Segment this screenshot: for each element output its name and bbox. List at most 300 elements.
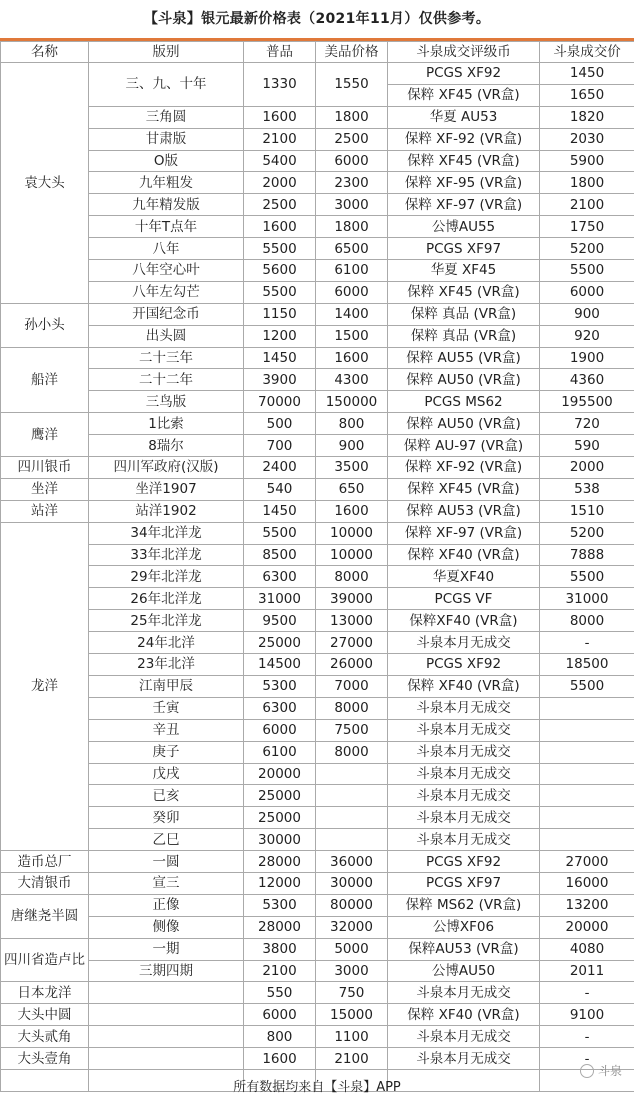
common-price: 6300: [244, 697, 316, 719]
deal-price: 1450: [540, 63, 634, 85]
table-row: [1, 150, 634, 172]
deal-price: 31000: [540, 588, 634, 610]
graded-coin: PCGS VF: [388, 588, 540, 610]
deal-price: 1750: [540, 216, 634, 238]
coin-name: 孙小头: [1, 303, 89, 347]
coin-name: 船洋: [1, 347, 89, 413]
coin-version: 26年北洋龙: [89, 588, 244, 610]
deal-price: [540, 697, 634, 719]
graded-coin: PCGS MS62: [388, 391, 540, 413]
graded-coin: 保粹 MS62 (VR盒): [388, 894, 540, 916]
common-price: 2400: [244, 457, 316, 479]
deal-price: 590: [540, 435, 634, 457]
common-price: 5400: [244, 150, 316, 172]
common-price: 25000: [244, 632, 316, 654]
table-row: [1, 697, 634, 719]
fine-price: 1800: [316, 216, 388, 238]
graded-coin: 保粹 XF-97 (VR盒): [388, 194, 540, 216]
coin-version: 已亥: [89, 785, 244, 807]
common-price: 25000: [244, 785, 316, 807]
table-row: [1, 872, 634, 894]
fine-price: 6000: [316, 281, 388, 303]
table-row: [1, 478, 634, 500]
table-row: [1, 347, 634, 369]
graded-coin: 保粹 AU53 (VR盒): [388, 500, 540, 522]
coin-version: 十年T点年: [89, 216, 244, 238]
graded-coin: 保粹 XF45 (VR盒): [388, 84, 540, 106]
graded-coin: 保粹 XF-97 (VR盒): [388, 522, 540, 544]
deal-price: [540, 785, 634, 807]
coin-name: 龙洋: [1, 522, 89, 850]
deal-price: 900: [540, 303, 634, 325]
common-price: 5500: [244, 238, 316, 260]
coin-version: 四川军政府(汉版): [89, 457, 244, 479]
table-row: [1, 741, 634, 763]
table-row: [1, 960, 634, 982]
fine-price: 3500: [316, 457, 388, 479]
common-price: 20000: [244, 763, 316, 785]
coin-version: 33年北洋龙: [89, 544, 244, 566]
coin-version: 1比索: [89, 413, 244, 435]
coin-version: 34年北洋龙: [89, 522, 244, 544]
coin-version: 站洋1902: [89, 500, 244, 522]
common-price: 5300: [244, 894, 316, 916]
fine-price: 2500: [316, 128, 388, 150]
table-row: [1, 654, 634, 676]
deal-price: 20000: [540, 916, 634, 938]
common-price: 2100: [244, 960, 316, 982]
fine-price: 1500: [316, 325, 388, 347]
graded-coin: 保粹 XF-92 (VR盒): [388, 457, 540, 479]
coin-version: 正像: [89, 894, 244, 916]
fine-price: 2300: [316, 172, 388, 194]
graded-coin: 斗泉本月无成交: [388, 829, 540, 851]
common-price: 3800: [244, 938, 316, 960]
fine-price: 7000: [316, 675, 388, 697]
graded-coin: 保粹 真品 (VR盒): [388, 303, 540, 325]
coin-name: 大头中圆: [1, 1004, 89, 1026]
coin-version: 庚子: [89, 741, 244, 763]
common-price: 70000: [244, 391, 316, 413]
coin-version: 开国纪念币: [89, 303, 244, 325]
graded-coin: 保粹 XF-95 (VR盒): [388, 172, 540, 194]
deal-price: 6000: [540, 281, 634, 303]
deal-price: -: [540, 1048, 634, 1070]
table-row: [1, 63, 634, 85]
graded-coin: 保粹 XF40 (VR盒): [388, 544, 540, 566]
coin-version: 三鸟版: [89, 391, 244, 413]
common-price: 1200: [244, 325, 316, 347]
coin-version: 三、九、十年: [89, 63, 244, 107]
table-row: [1, 938, 634, 960]
graded-coin: 华夏 AU53: [388, 106, 540, 128]
fine-price: 80000: [316, 894, 388, 916]
graded-coin: 保粹 AU50 (VR盒): [388, 413, 540, 435]
common-price: 1450: [244, 347, 316, 369]
fine-price: 3000: [316, 194, 388, 216]
graded-coin: 保粹 真品 (VR盒): [388, 325, 540, 347]
table-row: [1, 719, 634, 741]
fine-price: 8000: [316, 741, 388, 763]
chat-bubble-icon: [580, 1064, 594, 1078]
graded-coin: PCGS XF92: [388, 851, 540, 873]
graded-coin: 保粹XF40 (VR盒): [388, 610, 540, 632]
coin-name: 日本龙洋: [1, 982, 89, 1004]
deal-price: 538: [540, 478, 634, 500]
deal-price: [540, 741, 634, 763]
graded-coin: 保粹 XF40 (VR盒): [388, 1004, 540, 1026]
deal-price: 2000: [540, 457, 634, 479]
table-row: [1, 303, 634, 325]
table-row: [1, 194, 634, 216]
common-price: 1600: [244, 106, 316, 128]
deal-price: 16000: [540, 872, 634, 894]
coin-version: 8瑞尔: [89, 435, 244, 457]
coin-name: 坐洋: [1, 478, 89, 500]
common-price: 8500: [244, 544, 316, 566]
coin-version: 29年北洋龙: [89, 566, 244, 588]
fine-price: 1600: [316, 347, 388, 369]
common-price: 800: [244, 1026, 316, 1048]
graded-coin: 斗泉本月无成交: [388, 982, 540, 1004]
common-price: 6000: [244, 719, 316, 741]
table-row: [1, 610, 634, 632]
common-price: 2500: [244, 194, 316, 216]
common-price: 5300: [244, 675, 316, 697]
deal-price: 1650: [540, 84, 634, 106]
deal-price: 195500: [540, 391, 634, 413]
deal-price: 8000: [540, 610, 634, 632]
deal-price: 1800: [540, 172, 634, 194]
common-price: 6000: [244, 1004, 316, 1026]
graded-coin: 斗泉本月无成交: [388, 697, 540, 719]
fine-price: 10000: [316, 544, 388, 566]
graded-coin: 华夏 XF45: [388, 260, 540, 282]
common-price: 6100: [244, 741, 316, 763]
table-row: [1, 500, 634, 522]
common-price: 2100: [244, 128, 316, 150]
table-row: [1, 325, 634, 347]
common-price: 1600: [244, 1048, 316, 1070]
deal-price: 1900: [540, 347, 634, 369]
common-price: 500: [244, 413, 316, 435]
deal-price: 5200: [540, 238, 634, 260]
deal-price: 13200: [540, 894, 634, 916]
common-price: 25000: [244, 807, 316, 829]
common-price: 5600: [244, 260, 316, 282]
table-row: [1, 763, 634, 785]
common-price: 5500: [244, 522, 316, 544]
coin-name: 袁大头: [1, 63, 89, 304]
graded-coin: PCGS XF97: [388, 872, 540, 894]
fine-price: 27000: [316, 632, 388, 654]
graded-coin: 保粹AU53 (VR盒): [388, 938, 540, 960]
fine-price: 3000: [316, 960, 388, 982]
graded-coin: 公博AU55: [388, 216, 540, 238]
table-row: [1, 216, 634, 238]
deal-price: 4080: [540, 938, 634, 960]
price-table: [0, 41, 634, 1092]
fine-price: 4300: [316, 369, 388, 391]
coin-version: [89, 1048, 244, 1070]
fine-price: 150000: [316, 391, 388, 413]
fine-price: 1550: [316, 63, 388, 107]
fine-price: 1100: [316, 1026, 388, 1048]
deal-price: [540, 763, 634, 785]
deal-price: 720: [540, 413, 634, 435]
fine-price: 36000: [316, 851, 388, 873]
table-row: [1, 1026, 634, 1048]
graded-coin: PCGS XF92: [388, 63, 540, 85]
common-price: 700: [244, 435, 316, 457]
table-row: [1, 916, 634, 938]
graded-coin: 斗泉本月无成交: [388, 763, 540, 785]
graded-coin: 斗泉本月无成交: [388, 632, 540, 654]
deal-price: -: [540, 1026, 634, 1048]
table-row: [1, 1048, 634, 1070]
common-price: 1150: [244, 303, 316, 325]
deal-price: 5500: [540, 675, 634, 697]
coin-version: 江南甲辰: [89, 675, 244, 697]
table-row: [1, 413, 634, 435]
table-row: [1, 807, 634, 829]
deal-price: 5200: [540, 522, 634, 544]
coin-version: 24年北洋: [89, 632, 244, 654]
graded-coin: 斗泉本月无成交: [388, 807, 540, 829]
coin-version: 戊戌: [89, 763, 244, 785]
coin-version: 23年北洋: [89, 654, 244, 676]
coin-version: 九年精发版: [89, 194, 244, 216]
graded-coin: 斗泉本月无成交: [388, 1026, 540, 1048]
brand-label: 斗泉: [597, 1064, 622, 1078]
fine-price: 6500: [316, 238, 388, 260]
table-row: [1, 128, 634, 150]
coin-version: 侧像: [89, 916, 244, 938]
deal-price: 5900: [540, 150, 634, 172]
deal-price: 1510: [540, 500, 634, 522]
table-row: [1, 457, 634, 479]
table-row: [1, 1004, 634, 1026]
coin-version: 宣三: [89, 872, 244, 894]
common-price: 540: [244, 478, 316, 500]
table-row: [1, 632, 634, 654]
coin-version: 八年: [89, 238, 244, 260]
coin-version: 八年左勾芒: [89, 281, 244, 303]
coin-version: 二十三年: [89, 347, 244, 369]
fine-price: 32000: [316, 916, 388, 938]
coin-version: 乙巳: [89, 829, 244, 851]
fine-price: 8000: [316, 566, 388, 588]
deal-price: -: [540, 982, 634, 1004]
graded-coin: 公博AU50: [388, 960, 540, 982]
coin-version: 二十二年: [89, 369, 244, 391]
fine-price: 800: [316, 413, 388, 435]
deal-price: 2030: [540, 128, 634, 150]
table-row: [1, 588, 634, 610]
page-title: 【斗泉】银元最新价格表（2021年11月）仅供参考。: [143, 11, 491, 27]
table-row: [1, 435, 634, 457]
table-row: [1, 522, 634, 544]
common-price: 28000: [244, 916, 316, 938]
deal-price: [540, 829, 634, 851]
table-row: [1, 851, 634, 873]
coin-version: [89, 982, 244, 1004]
coin-version: 甘肃版: [89, 128, 244, 150]
graded-coin: 保粹 AU50 (VR盒): [388, 369, 540, 391]
common-price: 6300: [244, 566, 316, 588]
deal-price: 5500: [540, 260, 634, 282]
coin-version: [89, 1026, 244, 1048]
fine-price: 26000: [316, 654, 388, 676]
footer-source: 所有数据均来自【斗泉】APP: [233, 1080, 401, 1095]
deal-price: 920: [540, 325, 634, 347]
deal-price: 5500: [540, 566, 634, 588]
deal-price: 4360: [540, 369, 634, 391]
fine-price: 650: [316, 478, 388, 500]
coin-version: 出头圆: [89, 325, 244, 347]
common-price: 2000: [244, 172, 316, 194]
header-deal-price: 斗泉成交价: [540, 42, 634, 63]
common-price: 31000: [244, 588, 316, 610]
header-common: 普品: [244, 42, 316, 63]
table-row: [1, 260, 634, 282]
coin-name: 大头壹角: [1, 1048, 89, 1070]
common-price: 550: [244, 982, 316, 1004]
graded-coin: 保粹 AU55 (VR盒): [388, 347, 540, 369]
common-price: 1330: [244, 63, 316, 107]
graded-coin: 保粹 AU-97 (VR盒): [388, 435, 540, 457]
table-row: [1, 391, 634, 413]
coin-name: 造币总厂: [1, 851, 89, 873]
coin-name: 唐继尧半圆: [1, 894, 89, 938]
table-row: [1, 566, 634, 588]
common-price: 30000: [244, 829, 316, 851]
coin-version: 壬寅: [89, 697, 244, 719]
table-row: [1, 238, 634, 260]
coin-version: 一圆: [89, 851, 244, 873]
deal-price: 2011: [540, 960, 634, 982]
header-name: 名称: [1, 42, 89, 63]
fine-price: 6100: [316, 260, 388, 282]
common-price: 12000: [244, 872, 316, 894]
graded-coin: 保粹 XF40 (VR盒): [388, 675, 540, 697]
graded-coin: 保粹 XF-92 (VR盒): [388, 128, 540, 150]
fine-price: 8000: [316, 697, 388, 719]
coin-name: 站洋: [1, 500, 89, 522]
fine-price: [316, 763, 388, 785]
header-row: [1, 42, 634, 63]
graded-coin: PCGS XF97: [388, 238, 540, 260]
coin-name: 四川省造卢比: [1, 938, 89, 982]
fine-price: 5000: [316, 938, 388, 960]
table-row: [1, 544, 634, 566]
common-price: 14500: [244, 654, 316, 676]
table-row: [1, 894, 634, 916]
deal-price: [540, 807, 634, 829]
fine-price: 1600: [316, 500, 388, 522]
coin-version: 癸卯: [89, 807, 244, 829]
fine-price: 39000: [316, 588, 388, 610]
coin-name: 四川银币: [1, 457, 89, 479]
graded-coin: 斗泉本月无成交: [388, 741, 540, 763]
deal-price: 2100: [540, 194, 634, 216]
common-price: 3900: [244, 369, 316, 391]
graded-coin: 保粹 XF45 (VR盒): [388, 150, 540, 172]
fine-price: 13000: [316, 610, 388, 632]
graded-coin: PCGS XF92: [388, 654, 540, 676]
coin-version: 坐洋1907: [89, 478, 244, 500]
table-row: [1, 369, 634, 391]
common-price: 1450: [244, 500, 316, 522]
coin-name: 鹰洋: [1, 413, 89, 457]
table-row: [1, 829, 634, 851]
table-row: [1, 785, 634, 807]
deal-price: 27000: [540, 851, 634, 873]
coin-version: 25年北洋龙: [89, 610, 244, 632]
table-row: [1, 172, 634, 194]
fine-price: 15000: [316, 1004, 388, 1026]
fine-price: 2100: [316, 1048, 388, 1070]
fine-price: [316, 785, 388, 807]
fine-price: 900: [316, 435, 388, 457]
brand-watermark: [580, 1062, 622, 1079]
coin-version: 八年空心叶: [89, 260, 244, 282]
fine-price: 6000: [316, 150, 388, 172]
deal-price: -: [540, 632, 634, 654]
coin-version: 一期: [89, 938, 244, 960]
deal-price: [540, 719, 634, 741]
deal-price: 7888: [540, 544, 634, 566]
header-version: 版别: [89, 42, 244, 63]
fine-price: 750: [316, 982, 388, 1004]
coin-name: 大清银币: [1, 872, 89, 894]
deal-price: 9100: [540, 1004, 634, 1026]
graded-coin: 公博XF06: [388, 916, 540, 938]
fine-price: 10000: [316, 522, 388, 544]
coin-version: O版: [89, 150, 244, 172]
table-row: [1, 982, 634, 1004]
common-price: 1600: [244, 216, 316, 238]
graded-coin: 斗泉本月无成交: [388, 785, 540, 807]
deal-price: 1820: [540, 106, 634, 128]
coin-version: [89, 1004, 244, 1026]
common-price: 5500: [244, 281, 316, 303]
common-price: 9500: [244, 610, 316, 632]
header-fine: 美品价格: [316, 42, 388, 63]
coin-version: 三期四期: [89, 960, 244, 982]
fine-price: 1400: [316, 303, 388, 325]
graded-coin: 保粹 XF45 (VR盒): [388, 478, 540, 500]
fine-price: [316, 829, 388, 851]
graded-coin: 华夏XF40: [388, 566, 540, 588]
coin-version: 三角圆: [89, 106, 244, 128]
header-grade: 斗泉成交评级币: [388, 42, 540, 63]
deal-price: 18500: [540, 654, 634, 676]
graded-coin: 斗泉本月无成交: [388, 1048, 540, 1070]
coin-version: 辛丑: [89, 719, 244, 741]
fine-price: 1800: [316, 106, 388, 128]
coin-name: 大头贰角: [1, 1026, 89, 1048]
table-row: [1, 281, 634, 303]
fine-price: 30000: [316, 872, 388, 894]
table-row: [1, 675, 634, 697]
fine-price: [316, 807, 388, 829]
table-row: [1, 106, 634, 128]
graded-coin: 保粹 XF45 (VR盒): [388, 281, 540, 303]
graded-coin: 斗泉本月无成交: [388, 719, 540, 741]
coin-version: 九年粗发: [89, 172, 244, 194]
common-price: 28000: [244, 851, 316, 873]
